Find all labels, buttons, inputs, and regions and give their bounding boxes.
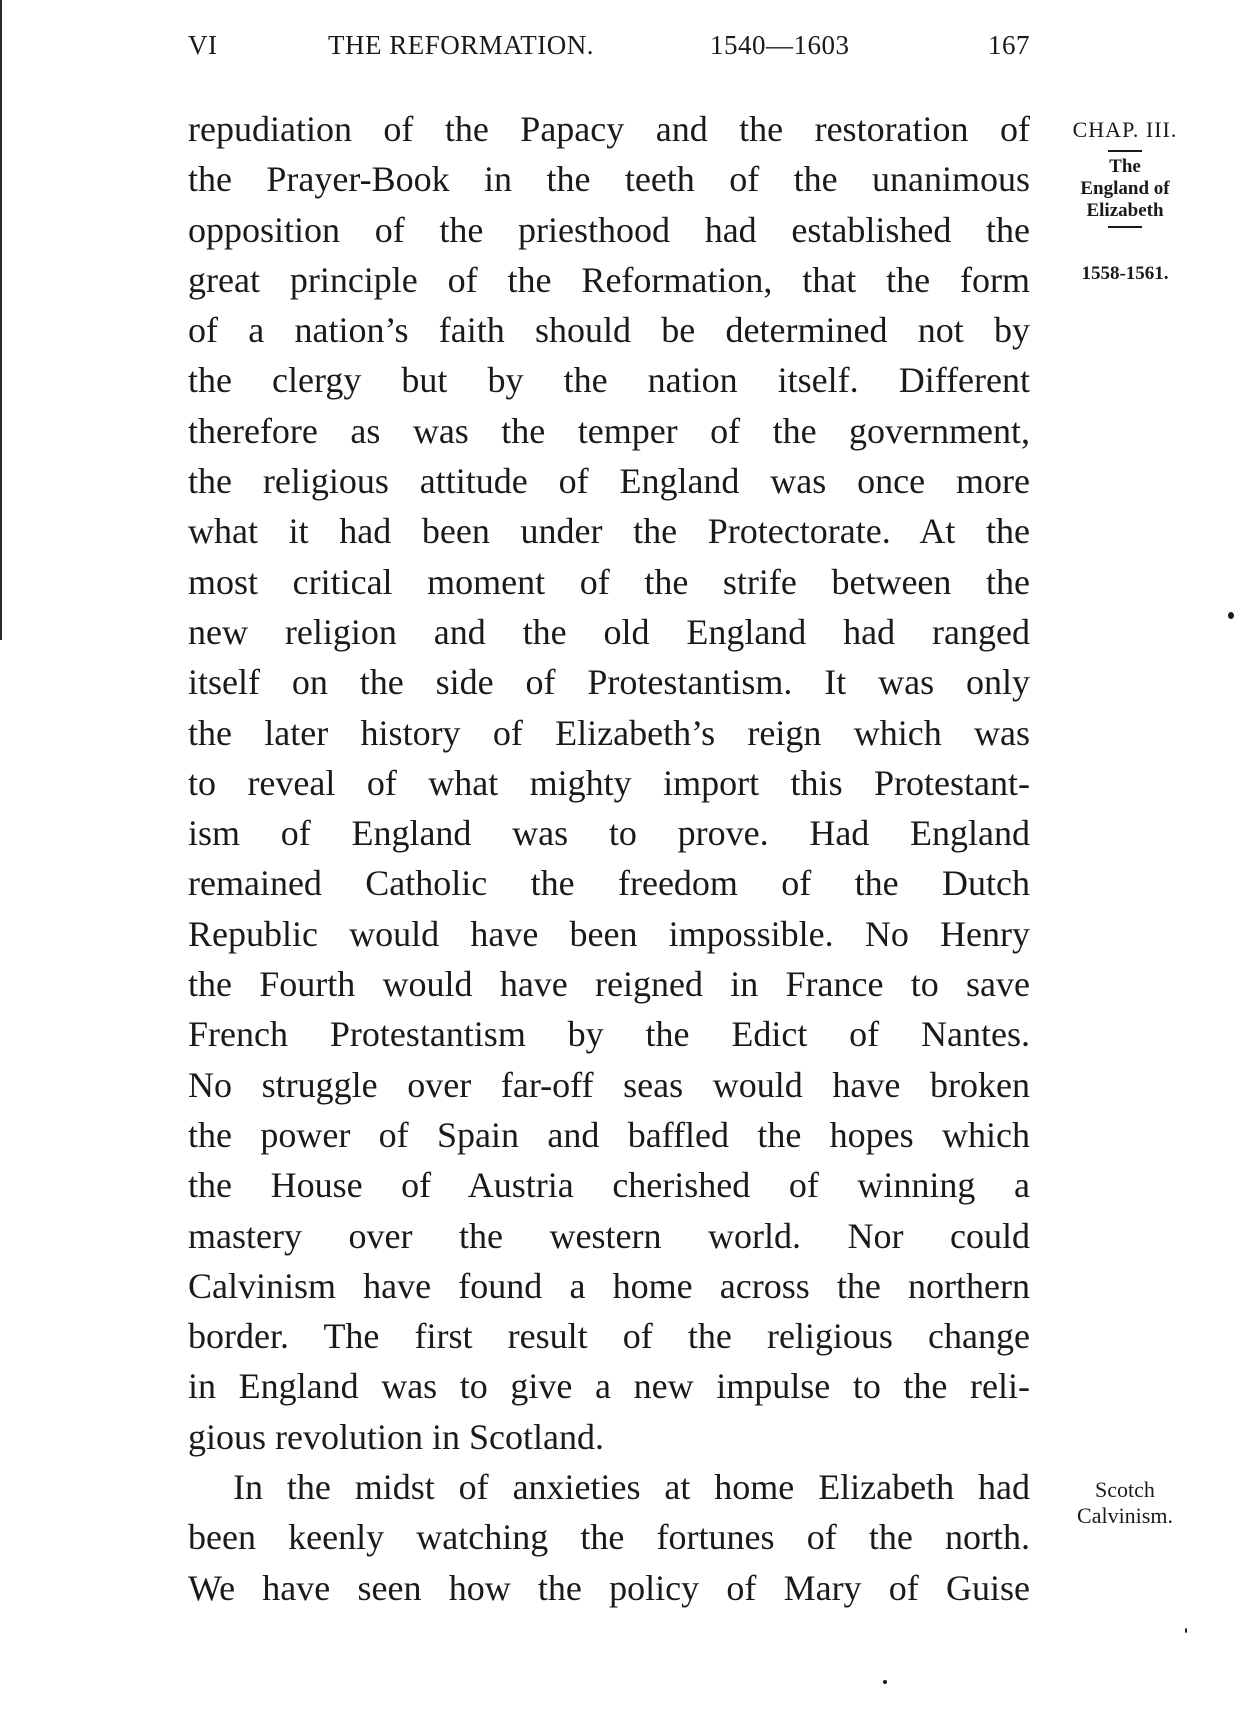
text-line: of a nation’s faith should be determined not by — [188, 310, 1030, 351]
text-line: border. The first result of the religious change — [188, 1316, 1030, 1357]
running-head-chapter: VI — [188, 30, 218, 60]
paragraph-start-line: In the midst of anxieties at home Elizabeth had — [233, 1467, 1030, 1508]
text-line: No struggle over far-off seas would have broken — [188, 1064, 1030, 1105]
text-line: therefore as was the temper of the government, — [188, 410, 1030, 451]
text-line: opposition of the priesthood had established the — [188, 209, 1030, 250]
margin-section-title — [1050, 150, 1200, 228]
text-line: French Protestantism by the Edict of Nantes. — [188, 1014, 1030, 1055]
text-line: in England was to give a new impulse to the reli- — [188, 1366, 1030, 1407]
text-line: the Prayer-Book in the teeth of the unanimous — [188, 159, 1030, 200]
running-head — [188, 30, 1030, 70]
text-line: the religious attitude of England was once more — [188, 461, 1030, 502]
margin-dates: 1558-1561. — [1081, 263, 1169, 284]
page-number: 167 — [988, 30, 1030, 60]
text-line: mastery over the western world. Nor could — [188, 1215, 1030, 1256]
page-edge-rule — [0, 0, 2, 640]
body-text — [188, 104, 1030, 1613]
margin-section-line: Elizabeth — [1086, 200, 1164, 221]
ink-speck — [883, 1680, 887, 1684]
margin-rule-top — [1108, 150, 1142, 152]
running-head-title: THE REFORMATION. — [328, 30, 595, 60]
text-line: new religion and the old England had ranged — [188, 611, 1030, 652]
text-line: been keenly watching the fortunes of the north. — [188, 1517, 1030, 1558]
text-line: what it had been under the Protectorate. At the — [188, 511, 1030, 552]
margin-note-line: Scotch — [1095, 1477, 1155, 1502]
text-line: repudiation of the Papacy and the restoration of — [188, 109, 1030, 149]
text-line: We have seen how the policy of Mary of Guise — [188, 1567, 1030, 1608]
ink-speck — [1228, 612, 1234, 619]
margin-note-line: Calvinism. — [1077, 1503, 1173, 1528]
margin-rule-bottom — [1108, 226, 1142, 228]
margin-chapter-label: CHAP. III. — [1072, 117, 1178, 142]
margin-section-line: The — [1109, 156, 1141, 177]
margin-section-line: England of — [1080, 178, 1170, 199]
text-line: the Fourth would have reigned in France to save — [188, 964, 1030, 1005]
text-line: to reveal of what mighty import this Protestant- — [188, 762, 1030, 803]
text-line: Republic would have been impossible. No Henry — [188, 913, 1030, 954]
ink-speck — [1185, 1628, 1187, 1633]
text-line: the later history of Elizabeth’s reign which was — [188, 712, 1030, 753]
text-line: ism of England was to prove. Had England — [188, 813, 1030, 854]
paragraph-end-line: gious revolution in Scotland. — [188, 1416, 604, 1457]
text-line: itself on the side of Protestantism. It was only — [188, 662, 1030, 703]
text-line: most critical moment of the strife between the — [188, 561, 1030, 602]
text-line: the House of Austria cherished of winning a — [188, 1165, 1030, 1206]
text-line: the power of Spain and baffled the hopes which — [188, 1114, 1030, 1155]
running-head-dates: 1540—1603 — [710, 30, 850, 60]
text-line: Calvinism have found a home across the northern — [188, 1265, 1030, 1306]
text-line: remained Catholic the freedom of the Dutch — [188, 863, 1030, 904]
margin-note-scotch-calvinism — [1050, 1477, 1200, 1529]
text-line: great principle of the Reformation, that the form — [188, 259, 1030, 300]
text-line: the clergy but by the nation itself. Different — [188, 360, 1030, 401]
